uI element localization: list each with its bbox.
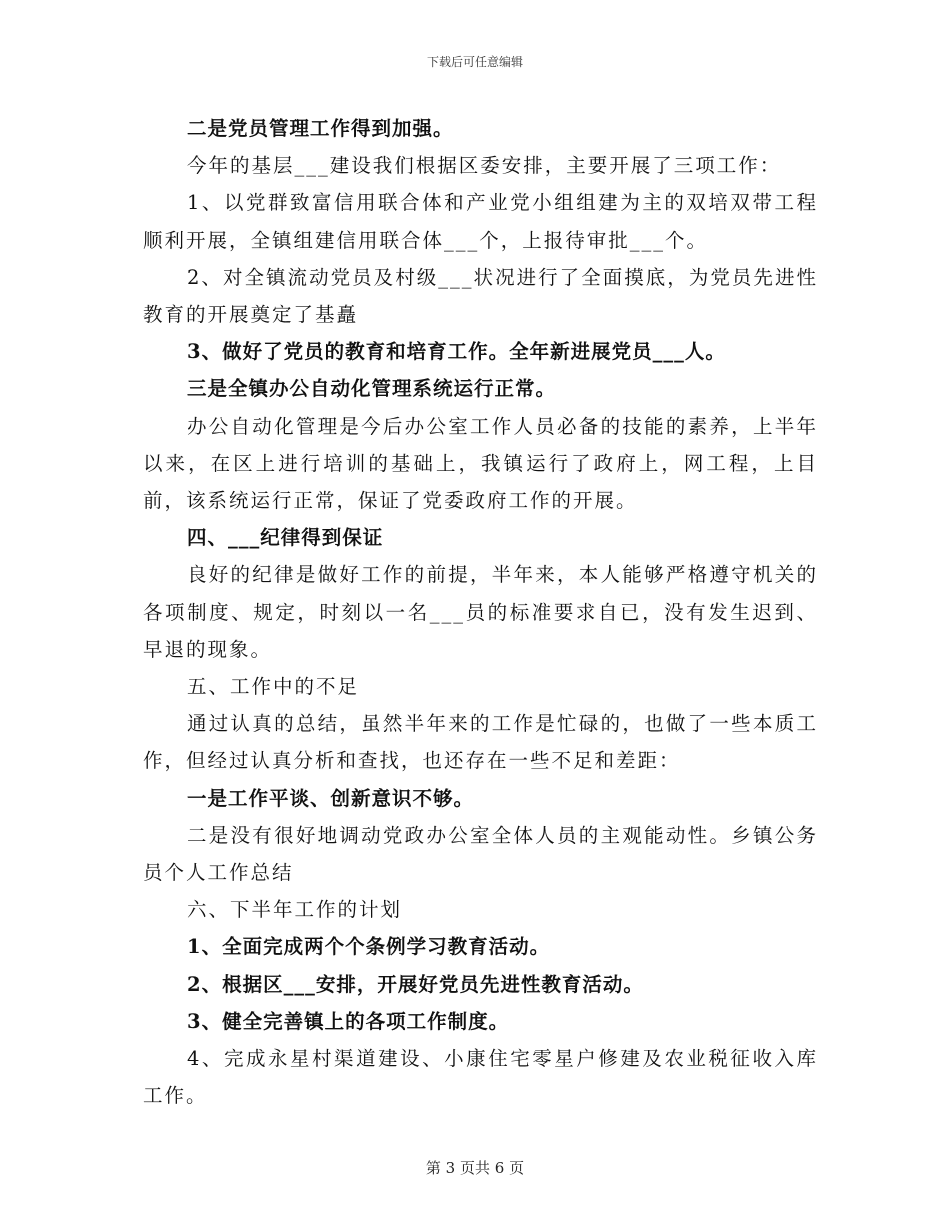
paragraph: 五、工作中的不足 bbox=[187, 675, 360, 699]
paragraph: 良好的纪律是做好工作的前提，半年来，本人能够严格遵守机关的各项制度、规定，时刻以一名___员的标准要求自已，没有发生迟到、早退的现象。 bbox=[143, 563, 818, 661]
paragraph: 2、根据区___安排，开展好党员先进性教育活动。 bbox=[187, 972, 644, 996]
document-body bbox=[143, 110, 818, 1114]
paragraph: 三是全镇办公自动化管理系统运行正常。 bbox=[187, 377, 557, 401]
paragraph: 1、以党群致富信用联合体和产业党小组组建为主的双培双带工程顺利开展，全镇组建信用联合体___个，上报待审批___个。 bbox=[143, 191, 818, 252]
paragraph: 1、全面完成两个个条例学习教育活动。 bbox=[187, 935, 551, 959]
paragraph: 3、健全完善镇上的各项工作制度。 bbox=[187, 1009, 510, 1033]
paragraph: 一是工作平谈、创新意识不够。 bbox=[187, 786, 475, 810]
paragraph: 4、完成永星村渠道建设、小康住宅零星户修建及农业税征收入库工作。 bbox=[143, 1047, 818, 1108]
paragraph: 2、对全镇流动党员及村级___状况进行了全面摸底，为党员先进性教育的开展奠定了基矗 bbox=[143, 265, 818, 327]
paragraph: 今年的基层___建设我们根据区委安排，主要开展了三项工作： bbox=[187, 154, 782, 178]
paragraph: 通过认真的总结，虽然半年来的工作是忙碌的，也做了一些本质工作，但经过认真分析和查找，也还存在一些不足和差距： bbox=[143, 712, 818, 773]
paragraph: 3、做好了党员的教育和培育工作。全年新进展党员___人。 bbox=[187, 340, 726, 364]
paragraph: 办公自动化管理是今后办公室工作人员必备的技能的素养，上半年以来，在区上进行培训的基础上，我镇运行了政府上，网工程，上目前，该系统运行正常，保证了党委政府工作的开展。 bbox=[143, 414, 818, 513]
paragraph: 二是没有很好地调动党政办公室全体人员的主观能动性。乡镇公务员个人工作总结 bbox=[143, 823, 818, 885]
paragraph: 六、下半年工作的计划 bbox=[187, 898, 403, 922]
page-footer: 第 3 页共 6 页 bbox=[425, 1159, 525, 1177]
paragraph: 四、___纪律得到保证 bbox=[187, 526, 384, 550]
page-header: 下载后可任意编辑 bbox=[426, 55, 523, 69]
paragraph: 二是党员管理工作得到加强。 bbox=[187, 117, 454, 140]
